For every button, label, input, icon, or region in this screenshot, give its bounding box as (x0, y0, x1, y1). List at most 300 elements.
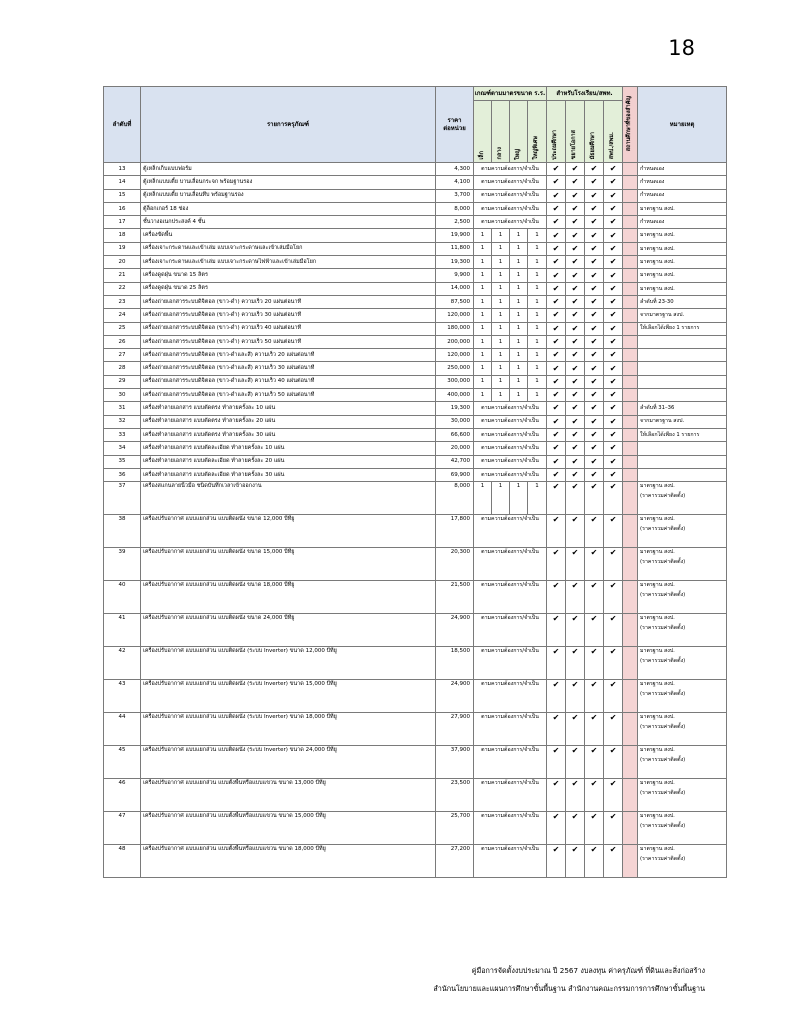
row-price: 300,000 (436, 375, 474, 388)
check-icon: ✔ (566, 362, 585, 375)
row-size-criteria: ตามความต้องการ/จำเป็น (474, 428, 547, 441)
check-icon: ✔ (547, 647, 566, 680)
row-note-line1: กำหนดเอง (640, 219, 665, 226)
header-school-0 (547, 101, 566, 163)
check-icon: ✔ (547, 680, 566, 713)
row-note (638, 389, 727, 402)
row-size-qty: 1 (528, 349, 547, 362)
check-icon: ✔ (566, 269, 585, 282)
row-item-name: เครื่องปรับอากาศ แบบแยกส่วน แบบติดผนัง ขนาด 24,000 บีทียู (141, 614, 436, 647)
row-no: 43 (104, 680, 141, 713)
row-price: 19,900 (436, 229, 474, 242)
header-size-label: ใหญ่พิเศษ (533, 135, 540, 160)
row-price: 120,000 (436, 309, 474, 322)
check-icon: ✔ (585, 812, 604, 845)
row-no: 19 (104, 242, 141, 255)
check-icon: ✔ (585, 746, 604, 779)
check-icon: ✔ (585, 845, 604, 878)
row-price: 23,500 (436, 779, 474, 812)
check-icon: ✔ (585, 548, 604, 581)
row-note (638, 779, 727, 812)
row-price: 19,300 (436, 402, 474, 415)
check-icon: ✔ (547, 581, 566, 614)
check-icon: ✔ (604, 581, 623, 614)
row-note (638, 176, 727, 189)
check-icon: ✔ (604, 163, 623, 176)
check-icon: ✔ (604, 713, 623, 746)
check-icon: ✔ (585, 647, 604, 680)
check-icon: ✔ (547, 282, 566, 295)
row-size-criteria: ตามความต้องการ/จำเป็น (474, 176, 547, 189)
row-no: 16 (104, 202, 141, 215)
row-size-criteria: ตามความต้องการ/จำเป็น (474, 812, 547, 845)
row-note-line2: (ราคารวมค่าติดตั้ง) (640, 822, 686, 829)
row-size-qty: 1 (492, 256, 510, 269)
row-item-name: ชั้นวางอเนกประสงค์ 4 ชั้น (141, 216, 436, 229)
table-row (104, 455, 727, 468)
row-no: 42 (104, 647, 141, 680)
row-price: 400,000 (436, 389, 474, 402)
check-icon: ✔ (585, 713, 604, 746)
check-icon: ✔ (547, 389, 566, 402)
row-red-cell (623, 647, 638, 680)
check-icon: ✔ (585, 455, 604, 468)
row-red-cell (623, 746, 638, 779)
check-icon: ✔ (604, 269, 623, 282)
row-size-criteria: ตามความต้องการ/จำเป็น (474, 647, 547, 680)
row-no: 22 (104, 282, 141, 295)
row-note-line1: มาตรฐาน สงป. (640, 285, 675, 292)
check-icon: ✔ (585, 362, 604, 375)
row-note (638, 428, 727, 441)
table-row (104, 269, 727, 282)
check-icon: ✔ (585, 389, 604, 402)
row-price: 250,000 (436, 362, 474, 375)
check-icon: ✔ (585, 779, 604, 812)
row-item-name: เครื่องเจาะกระดาษและเข้าเล่ม แบบเจาะกระดาษและเข้าเล่มมือโยก (141, 242, 436, 255)
header-school-2 (585, 101, 604, 163)
row-size-qty: 1 (492, 282, 510, 295)
row-item-name: เครื่องถ่ายเอกสารระบบดิจิตอล (ขาว-ดำและสี) ความเร็ว 40 แผ่นต่อนาที (141, 375, 436, 388)
check-icon: ✔ (566, 375, 585, 388)
check-icon: ✔ (566, 282, 585, 295)
check-icon: ✔ (604, 322, 623, 335)
page-number: 18 (668, 36, 695, 60)
row-item-name: ตู้ล็อกเกอร์ 18 ช่อง (141, 202, 436, 215)
table-row (104, 202, 727, 215)
row-red-cell (623, 216, 638, 229)
row-size-criteria: ตามความต้องการ/จำเป็น (474, 614, 547, 647)
row-note-line2: (ราคารวมค่าติดตั้ง) (640, 855, 686, 862)
header-size-label: กลาง (496, 147, 503, 160)
check-icon: ✔ (585, 680, 604, 713)
row-note-line1: มาตรฐาน สงป. (640, 846, 675, 853)
check-icon: ✔ (547, 163, 566, 176)
check-icon: ✔ (585, 309, 604, 322)
header-price (436, 87, 474, 163)
row-no: 27 (104, 349, 141, 362)
table-row (104, 442, 727, 455)
row-price: 4,300 (436, 163, 474, 176)
row-note (638, 362, 727, 375)
check-icon: ✔ (604, 375, 623, 388)
check-icon: ✔ (604, 295, 623, 308)
check-icon: ✔ (604, 282, 623, 295)
row-size-qty: 1 (528, 229, 547, 242)
check-icon: ✔ (547, 428, 566, 441)
row-price: 27,900 (436, 713, 474, 746)
row-note-line1: มาตรฐาน สงป. (640, 747, 675, 754)
check-icon: ✔ (547, 713, 566, 746)
check-icon: ✔ (547, 812, 566, 845)
row-red-cell (623, 515, 638, 548)
check-icon: ✔ (604, 680, 623, 713)
header-red-column-label: สถานศึกษาที่ของสำคัญ (626, 95, 633, 151)
row-note-line1: มาตรฐาน สงป. (640, 258, 675, 265)
row-no: 44 (104, 713, 141, 746)
check-icon: ✔ (604, 402, 623, 415)
table-row (104, 468, 727, 481)
table-row (104, 680, 727, 713)
row-red-cell (623, 362, 638, 375)
row-item-name: เครื่องถ่ายเอกสารระบบดิจิตอล (ขาว-ดำและสี) ความเร็ว 50 แผ่นต่อนาที (141, 389, 436, 402)
row-note-line1: ลำดับที่ 23-30 (640, 298, 674, 305)
check-icon: ✔ (566, 515, 585, 548)
row-red-cell (623, 614, 638, 647)
row-note (638, 322, 727, 335)
row-price: 87,500 (436, 295, 474, 308)
check-icon: ✔ (547, 845, 566, 878)
row-no: 26 (104, 335, 141, 348)
check-icon: ✔ (585, 163, 604, 176)
table-row (104, 295, 727, 308)
row-size-qty: 1 (492, 362, 510, 375)
row-size-qty: 1 (492, 242, 510, 255)
header-school-label: ขยายโอกาส (571, 130, 578, 160)
check-icon: ✔ (566, 746, 585, 779)
check-icon: ✔ (604, 468, 623, 481)
check-icon: ✔ (585, 349, 604, 362)
row-note (638, 482, 727, 515)
row-no: 37 (104, 482, 141, 515)
check-icon: ✔ (547, 322, 566, 335)
check-icon: ✔ (585, 402, 604, 415)
table-row (104, 229, 727, 242)
check-icon: ✔ (566, 442, 585, 455)
check-icon: ✔ (547, 515, 566, 548)
row-red-cell (623, 335, 638, 348)
check-icon: ✔ (604, 779, 623, 812)
row-note-line2: (ราคารวมค่าติดตั้ง) (640, 756, 686, 763)
table-row (104, 362, 727, 375)
row-item-name: เครื่องทำลายเอกสาร แบบตัดตรง ทำลายครั้งละ 20 แผ่น (141, 415, 436, 428)
check-icon: ✔ (566, 548, 585, 581)
row-red-cell (623, 548, 638, 581)
row-red-cell (623, 229, 638, 242)
header-school-label: ประถมศึกษา (552, 129, 559, 160)
row-no: 33 (104, 428, 141, 441)
check-icon: ✔ (585, 229, 604, 242)
row-price: 120,000 (436, 349, 474, 362)
row-red-cell (623, 845, 638, 878)
row-note-line1: มาตรฐาน สงป. (640, 205, 675, 212)
header-size-label: ใหญ่ (514, 148, 521, 160)
row-note (638, 295, 727, 308)
row-size-qty: 1 (528, 242, 547, 255)
row-size-qty: 1 (474, 322, 492, 335)
row-item-name: เครื่องทำลายเอกสาร แบบตัดตรง ทำลายครั้งละ 10 แผ่น (141, 402, 436, 415)
row-no: 20 (104, 256, 141, 269)
check-icon: ✔ (604, 482, 623, 515)
check-icon: ✔ (566, 680, 585, 713)
row-size-criteria: ตามความต้องการ/จำเป็น (474, 415, 547, 428)
row-size-qty: 1 (492, 389, 510, 402)
row-size-qty: 1 (492, 269, 510, 282)
row-item-name: เครื่องถ่ายเอกสารระบบดิจิตอล (ขาว-ดำและสี) ความเร็ว 20 แผ่นต่อนาที (141, 349, 436, 362)
row-item-name: เครื่องทำลายเอกสาร แบบตัดละเอียด ทำลายครั้งละ 20 แผ่น (141, 455, 436, 468)
row-size-qty: 1 (510, 482, 528, 515)
row-no: 46 (104, 779, 141, 812)
row-note-line2: (ราคารวมค่าติดตั้ง) (640, 525, 686, 532)
table-row (104, 389, 727, 402)
row-price: 2,500 (436, 216, 474, 229)
row-size-qty: 1 (510, 242, 528, 255)
row-note (638, 515, 727, 548)
row-size-qty: 1 (510, 362, 528, 375)
row-red-cell (623, 428, 638, 441)
row-note-line1: มาตรฐาน สงป. (640, 681, 675, 688)
row-note (638, 202, 727, 215)
row-red-cell (623, 256, 638, 269)
check-icon: ✔ (585, 442, 604, 455)
check-icon: ✔ (604, 362, 623, 375)
check-icon: ✔ (566, 845, 585, 878)
row-note-line1: จากมาตรฐาน สงป. (640, 312, 685, 319)
check-icon: ✔ (566, 309, 585, 322)
row-size-qty: 1 (528, 389, 547, 402)
table-row (104, 309, 727, 322)
row-size-criteria: ตามความต้องการ/จำเป็น (474, 442, 547, 455)
row-size-criteria: ตามความต้องการ/จำเป็น (474, 746, 547, 779)
row-item-name: เครื่องปรับอากาศ แบบแยกส่วน แบบติดผนัง (ระบบ Inverter) ขนาด 15,000 บีทียู (141, 680, 436, 713)
row-note (638, 614, 727, 647)
check-icon: ✔ (585, 468, 604, 481)
row-size-qty: 1 (474, 335, 492, 348)
row-size-qty: 1 (474, 482, 492, 515)
check-icon: ✔ (547, 309, 566, 322)
table-row (104, 779, 727, 812)
row-price: 11,800 (436, 242, 474, 255)
row-item-name: เครื่องถ่ายเอกสารระบบดิจิตอล (ขาว-ดำ) ความเร็ว 30 แผ่นต่อนาที (141, 309, 436, 322)
row-red-cell (623, 295, 638, 308)
row-price: 180,000 (436, 322, 474, 335)
row-size-qty: 1 (510, 389, 528, 402)
row-price: 21,500 (436, 581, 474, 614)
row-price: 14,000 (436, 282, 474, 295)
check-icon: ✔ (566, 189, 585, 202)
header-size-3 (528, 101, 547, 163)
row-size-criteria: ตามความต้องการ/จำเป็น (474, 713, 547, 746)
row-size-qty: 1 (492, 295, 510, 308)
footer-manual-title: คู่มือการจัดตั้งงบประมาณ ปี 2567 งบลงทุน ค่าครุภัณฑ์ ที่ดินและสิ่งก่อสร้าง (471, 966, 705, 975)
row-size-criteria: ตามความต้องการ/จำเป็น (474, 779, 547, 812)
check-icon: ✔ (585, 482, 604, 515)
header-no: ลำดับที่ (104, 87, 141, 163)
check-icon: ✔ (547, 779, 566, 812)
row-red-cell (623, 581, 638, 614)
table-row (104, 713, 727, 746)
check-icon: ✔ (566, 581, 585, 614)
row-note-line1: มาตรฐาน สงป. (640, 615, 675, 622)
check-icon: ✔ (604, 442, 623, 455)
row-no: 13 (104, 163, 141, 176)
row-size-qty: 1 (474, 229, 492, 242)
row-item-name: ตู้เหล็กเก็บแบบฟอร์ม (141, 163, 436, 176)
row-size-qty: 1 (510, 256, 528, 269)
row-no: 40 (104, 581, 141, 614)
table-row (104, 349, 727, 362)
row-no: 30 (104, 389, 141, 402)
row-size-qty: 1 (492, 349, 510, 362)
row-note (638, 242, 727, 255)
header-school-group: สำหรับโรงเรียน/สพท. (547, 87, 623, 101)
check-icon: ✔ (547, 202, 566, 215)
check-icon: ✔ (585, 202, 604, 215)
row-note-line1: มาตรฐาน สงป. (640, 516, 675, 523)
check-icon: ✔ (604, 309, 623, 322)
row-red-cell (623, 415, 638, 428)
check-icon: ✔ (566, 163, 585, 176)
row-item-name: เครื่องปรับอากาศ แบบแยกส่วน แบบติดผนัง (ระบบ Inverter) ขนาด 12,000 บีทียู (141, 647, 436, 680)
row-size-qty: 1 (492, 335, 510, 348)
row-note-line1: กำหนดเอง (640, 192, 665, 199)
row-size-qty: 1 (528, 362, 547, 375)
table-row (104, 256, 727, 269)
check-icon: ✔ (547, 349, 566, 362)
table-row (104, 428, 727, 441)
row-item-name: เครื่องเจาะกระดาษและเข้าเล่ม แบบเจาะกระดาษไฟฟ้าและเข้าเล่มมือโยก (141, 256, 436, 269)
row-size-qty: 1 (492, 375, 510, 388)
check-icon: ✔ (604, 242, 623, 255)
check-icon: ✔ (566, 812, 585, 845)
row-item-name: เครื่องปรับอากาศ แบบแยกส่วน แบบติดผนัง (ระบบ Inverter) ขนาด 24,000 บีทียู (141, 746, 436, 779)
row-size-qty: 1 (510, 269, 528, 282)
header-school-1 (566, 101, 585, 163)
row-price: 30,000 (436, 415, 474, 428)
check-icon: ✔ (604, 335, 623, 348)
row-red-cell (623, 402, 638, 415)
row-size-qty: 1 (474, 309, 492, 322)
row-note (638, 713, 727, 746)
row-item-name: เครื่องปรับอากาศ แบบแยกส่วน แบบตั้งพื้นหรือแบบแขวน ขนาด 18,000 บีทียู (141, 845, 436, 878)
check-icon: ✔ (566, 295, 585, 308)
check-icon: ✔ (604, 176, 623, 189)
row-red-cell (623, 242, 638, 255)
row-size-criteria: ตามความต้องการ/จำเป็น (474, 402, 547, 415)
check-icon: ✔ (604, 389, 623, 402)
row-note (638, 309, 727, 322)
row-size-criteria: ตามความต้องการ/จำเป็น (474, 163, 547, 176)
table-row (104, 375, 727, 388)
check-icon: ✔ (566, 482, 585, 515)
check-icon: ✔ (547, 216, 566, 229)
header-price-label: ราคา ต่อหน่วย (443, 117, 466, 132)
row-note (638, 647, 727, 680)
row-item-name: เครื่องสแกนลายนิ้วมือ ชนิดบันทึกเวลาเข้าออกงาน (141, 482, 436, 515)
row-note (638, 746, 727, 779)
row-red-cell (623, 309, 638, 322)
check-icon: ✔ (547, 269, 566, 282)
header-school-3 (604, 101, 623, 163)
check-icon: ✔ (585, 256, 604, 269)
header-school-label: สพป./สพม. (609, 132, 616, 160)
row-note-line1: มาตรฐาน สงป. (640, 648, 675, 655)
row-price: 8,000 (436, 482, 474, 515)
row-note (638, 375, 727, 388)
check-icon: ✔ (585, 335, 604, 348)
row-note (638, 349, 727, 362)
row-note (638, 680, 727, 713)
table-row (104, 746, 727, 779)
row-note (638, 216, 727, 229)
row-item-name: เครื่องทำลายเอกสาร แบบตัดละเอียด ทำลายครั้งละ 30 แผ่น (141, 468, 436, 481)
row-red-cell (623, 202, 638, 215)
table-row (104, 515, 727, 548)
check-icon: ✔ (547, 442, 566, 455)
row-item-name: เครื่องปรับอากาศ แบบแยกส่วน แบบติดผนัง ขนาด 18,000 บีทียู (141, 581, 436, 614)
row-red-cell (623, 455, 638, 468)
row-note-line1: มาตรฐาน สงป. (640, 232, 675, 239)
table-row (104, 176, 727, 189)
row-red-cell (623, 713, 638, 746)
check-icon: ✔ (604, 256, 623, 269)
check-icon: ✔ (566, 322, 585, 335)
row-note-line2: (ราคารวมค่าติดตั้ง) (640, 558, 686, 565)
row-item-name: เครื่องทำลายเอกสาร แบบตัดตรง ทำลายครั้งละ 30 แผ่น (141, 428, 436, 441)
check-icon: ✔ (604, 515, 623, 548)
row-size-criteria: ตามความต้องการ/จำเป็น (474, 455, 547, 468)
row-item-name: เครื่องถ่ายเอกสารระบบดิจิตอล (ขาว-ดำ) ความเร็ว 20 แผ่นต่อนาที (141, 295, 436, 308)
header-school-label: มัธยมศึกษา (590, 132, 597, 160)
header-size-1 (492, 101, 510, 163)
check-icon: ✔ (604, 415, 623, 428)
table-row (104, 415, 727, 428)
row-price: 20,300 (436, 548, 474, 581)
row-item-name: เครื่องปรับอากาศ แบบแยกส่วน แบบติดผนัง (ระบบ Inverter) ขนาด 18,000 บีทียู (141, 713, 436, 746)
row-item-name: เครื่องถ่ายเอกสารระบบดิจิตอล (ขาว-ดำ) ความเร็ว 40 แผ่นต่อนาที (141, 322, 436, 335)
row-no: 25 (104, 322, 141, 335)
check-icon: ✔ (547, 746, 566, 779)
row-price: 9,900 (436, 269, 474, 282)
row-item-name: เครื่องปรับอากาศ แบบแยกส่วน แบบติดผนัง ขนาด 15,000 บีทียู (141, 548, 436, 581)
row-note (638, 845, 727, 878)
check-icon: ✔ (566, 614, 585, 647)
row-note-line2: (ราคารวมค่าติดตั้ง) (640, 591, 686, 598)
check-icon: ✔ (585, 375, 604, 388)
row-red-cell (623, 349, 638, 362)
row-size-qty: 1 (510, 349, 528, 362)
row-no: 23 (104, 295, 141, 308)
row-price: 24,900 (436, 680, 474, 713)
row-size-qty: 1 (492, 482, 510, 515)
check-icon: ✔ (585, 242, 604, 255)
row-note-line1: มาตรฐาน สงป. (640, 780, 675, 787)
row-size-qty: 1 (510, 335, 528, 348)
check-icon: ✔ (547, 362, 566, 375)
row-no: 36 (104, 468, 141, 481)
row-item-name: เครื่องดูดฝุ่น ขนาด 25 ลิตร (141, 282, 436, 295)
row-no: 24 (104, 309, 141, 322)
